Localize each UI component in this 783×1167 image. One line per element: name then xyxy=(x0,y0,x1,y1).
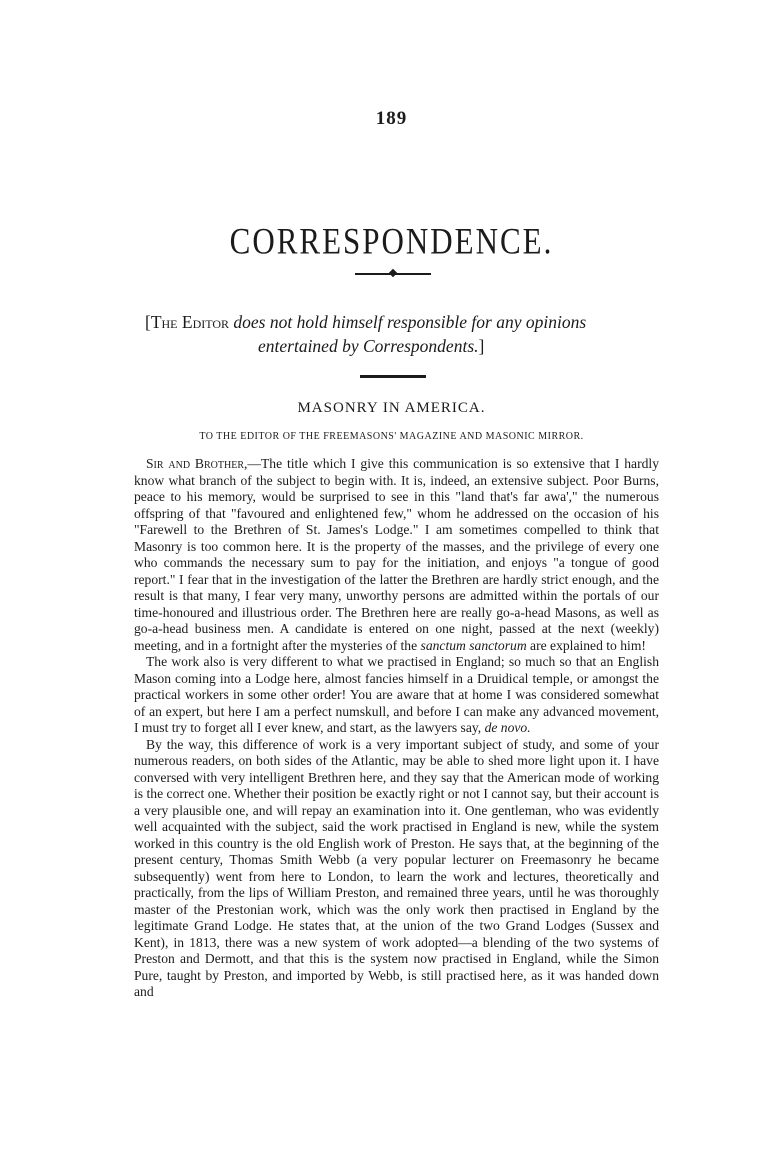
section-divider xyxy=(360,375,426,378)
diamond-icon xyxy=(389,269,397,277)
article-title: MASONRY IN AMERICA. xyxy=(297,400,486,416)
paragraph-2 xyxy=(134,654,659,737)
editor-disclaimer xyxy=(145,310,655,358)
disclaimer-line-1 xyxy=(145,310,655,334)
disclaimer-the: The xyxy=(150,312,178,332)
paragraph-1-italic: sanctum sanctorum xyxy=(420,637,527,653)
disclaimer-text-2: entertained by Correspondents. xyxy=(258,336,479,356)
page-number: 189 xyxy=(375,108,408,129)
article-body xyxy=(134,456,659,1001)
paragraph-1-text: —The title which I give this communication is so extensive that I hardly know what branch of the subject to begin with. It is, indeed, an extensive subject. Poor Burns, peace to his memory, would be surprised to see in this "land that's far awa'," the numerous offspring of that "favoured and enlightened few," whom he addressed on the occasion of his "Farewell to the Brethren of St. James's Lodge." I am sometimes compelled to think that Masonry is too common here. It is the property of the masses, and the privilege of every one who commands the necessary sum to pay for the initiation, and enjoys "a tongue of good report." I fear that in the investigation of the latter the Brethren are hardly strict enough, and the result is that many, I fear very many, unworthy persons are admitted within the portals of our time-honoured and illustrious order. The Brethren here are really go-a-head Masons, as well as go-a-head business men. A candidate is entered on one night, passed at the next (weekly) meeting, and in a fortnight after the mysteries of the xyxy=(134,456,659,653)
paragraph-1-end: are explained to him! xyxy=(530,637,646,653)
salutation: TO THE EDITOR OF THE FREEMASONS' MAGAZINE AND MASONIC MIRROR. xyxy=(199,431,584,442)
disclaimer-line-2 xyxy=(145,334,655,358)
paragraph-3 xyxy=(134,737,659,1001)
ornament-divider xyxy=(355,271,431,277)
opening-address: Sir and Brother, xyxy=(146,456,248,471)
paragraph-2-italic: de novo. xyxy=(484,720,531,735)
bracket-open: [ xyxy=(145,312,151,332)
paragraph-3-text: By the way, this difference of work is a very important subject of study, and some of your numerous readers, on both sides of the Atlantic, may be able to shed more light upon it. I have conversed with very intelligent Brethren here, and they say that the American mode of working is the correct one. Whether their position be exactly right or not I cannot say, but their account is a very plausible one, and will repay an examination into it. One gentleman, who was evidently well acquainted with the subject, said the work practised in England is new, while the system worked in this country is the old English work of Preston. He says that, at the beginning of the present century, Thomas Smith Webb (a very popular lecturer on Freemasonry he became subsequently) went from here to London, to learn the work and lectures, theoretically and practically, from the lips of William Preston, and remained three years, until he was thoroughly master of the Prestonian work, which was the only work then practised in England by the legitimate Grand Lodge. He states that, at the union of the two Grand Lodges (Sussex and Kent), in 1813, there was a new system of work adopted—a blending of the two systems of Preston and Dermott, and that this is the system now practised in England, while the Simon Pure, taught by Preston, and imported by Webb, is still practised here, as it was handed down and xyxy=(134,736,659,999)
paragraph-2-text: The work also is very different to what we practised in England; so much so that an English Mason coming into a Lodge here, almost fancies himself in a Druidical temple, or amongst the practical workers in some other order! You are aware that at home I was considered somewhat of an expert, but here I am a perfect numskull, and before I can make any advanced movement, I must try to forget all I ever knew, and start, as the lawyers say, xyxy=(134,654,659,735)
bracket-close: ] xyxy=(478,336,485,356)
disclaimer-editor: Editor xyxy=(181,312,230,332)
section-title: CORRESPONDENCE. xyxy=(229,220,554,262)
paragraph-1 xyxy=(134,456,659,654)
disclaimer-text-1: does not hold himself responsible for any opinions xyxy=(233,312,587,332)
